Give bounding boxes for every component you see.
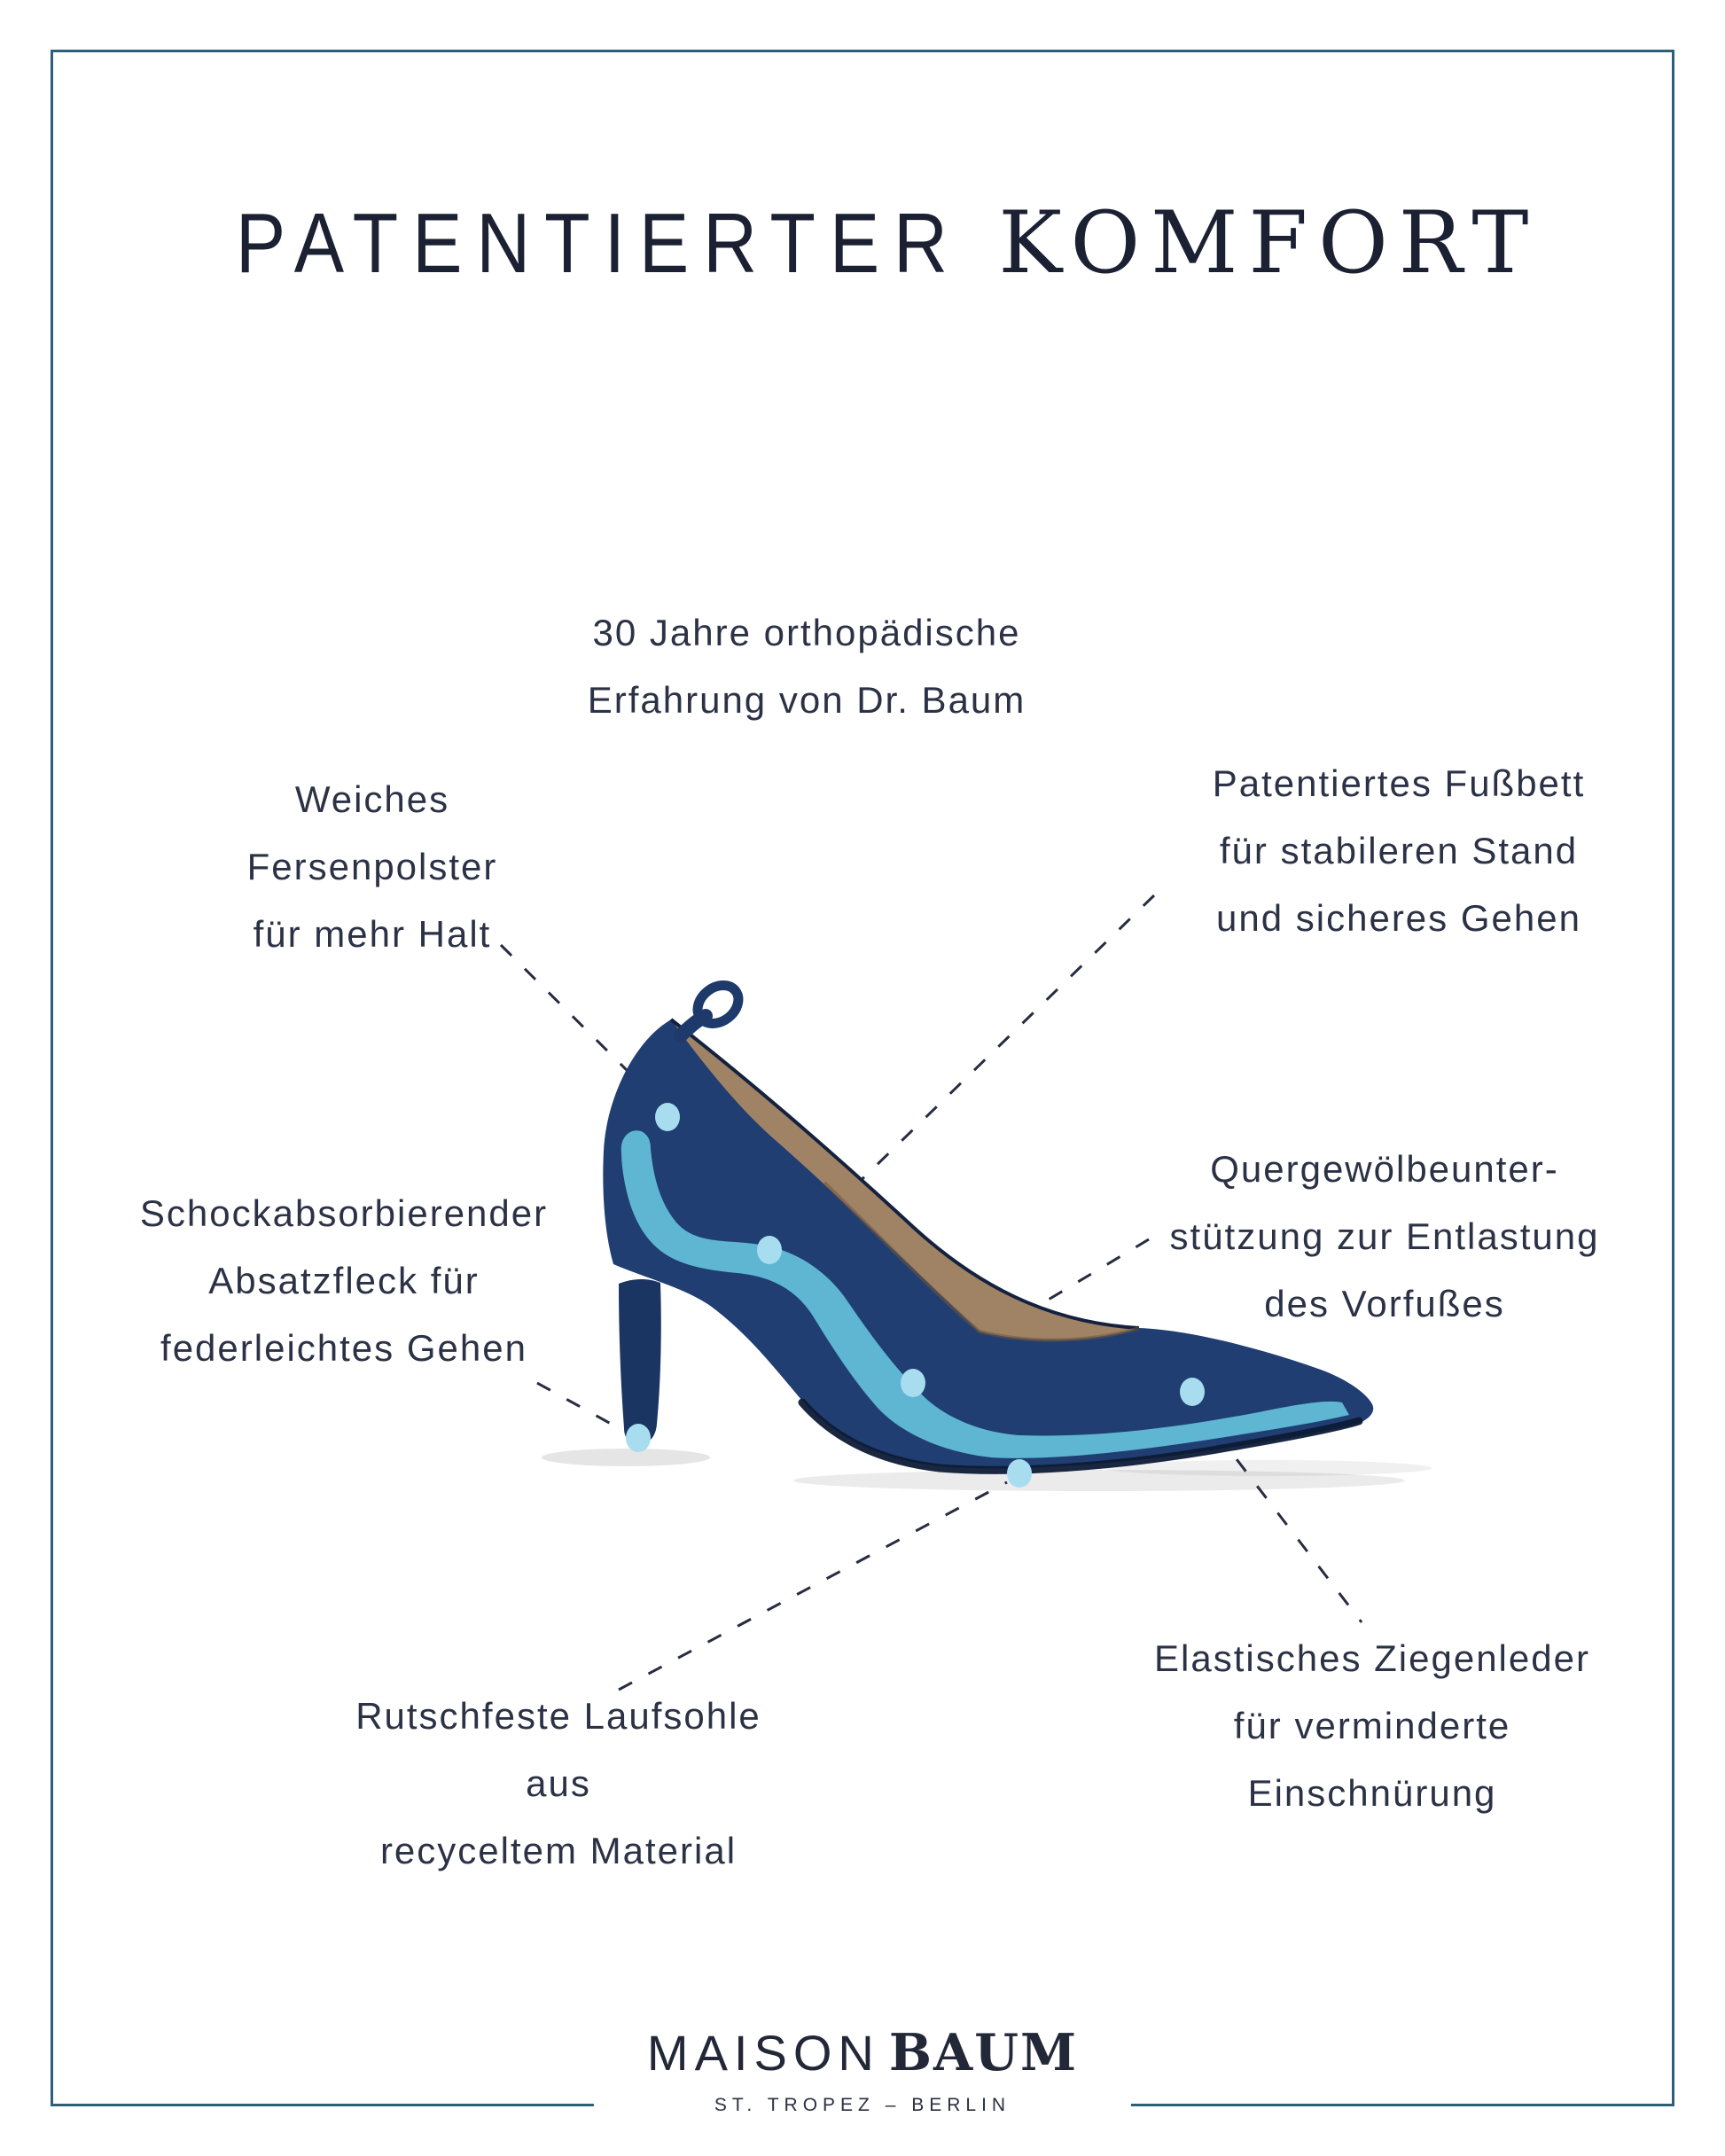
callout-line: für stabileren Stand <box>1219 830 1579 871</box>
callout-line: Patentiertes Fußbett <box>1212 762 1586 804</box>
callout-line: und sicheres Gehen <box>1216 897 1581 939</box>
callout-line: Einschnürung <box>1247 1772 1497 1814</box>
feature-dot-heel-cushion <box>655 1103 680 1131</box>
feature-dot-arch-support <box>901 1369 925 1397</box>
callout-line: aus <box>526 1762 591 1804</box>
feature-dot-goat-leather <box>1180 1378 1205 1406</box>
callout-line: Rutschfeste Laufsohle <box>355 1695 761 1737</box>
leader-line-footbed <box>842 895 1154 1199</box>
page-title-serif: KOMFORT <box>998 193 1540 293</box>
callout-line: Weiches <box>294 778 450 820</box>
brand-name-baum: BAUM <box>888 2023 1079 2082</box>
callout-line: 30 Jahre orthopädische <box>592 612 1021 653</box>
feature-dot-footbed <box>757 1236 782 1264</box>
leader-line-heel-cushion <box>501 945 633 1076</box>
page-title-sans: PATENTIERTER <box>235 196 962 291</box>
brand-name-maison: MAISON <box>646 2025 880 2081</box>
callout-line: Fersenpolster <box>246 846 498 887</box>
leader-line-outsole <box>619 1482 1007 1690</box>
callout-line: federleichtes Gehen <box>160 1327 527 1369</box>
callout-shock-absorber <box>140 1180 548 1382</box>
callout-line: Schockabsorbierender <box>139 1192 549 1234</box>
callout-line: Absatzfleck für <box>208 1260 480 1301</box>
callout-line: Quergewölbeunter- <box>1210 1148 1559 1190</box>
callout-line: stützung zur Entlastung <box>1169 1215 1600 1257</box>
feature-dot-outsole <box>1007 1459 1032 1488</box>
callout-line: Erfahrung von Dr. Baum <box>587 679 1026 721</box>
shoe-heel <box>619 1279 661 1444</box>
callout-arch-support <box>1170 1136 1600 1338</box>
feature-dot-shock-absorber <box>626 1424 651 1452</box>
brand-logo <box>594 2023 1131 2129</box>
callout-goat-leather <box>1154 1625 1590 1827</box>
callout-line: recyceltem Material <box>379 1830 738 1871</box>
callout-line: Elastisches Ziegenleder <box>1154 1637 1590 1679</box>
heel-shadow <box>542 1449 710 1466</box>
callout-line: für verminderte <box>1233 1705 1511 1746</box>
page-title <box>0 193 1725 293</box>
brand-subtitle: ST. TROPEZ – BERLIN <box>714 2095 1011 2115</box>
callout-footbed <box>1213 750 1586 952</box>
brand-wordmark <box>647 2023 1078 2082</box>
callout-line: für mehr Halt <box>253 913 492 955</box>
callout-line: des Vorfußes <box>1264 1283 1505 1324</box>
leader-line-shock-absorber <box>537 1383 621 1429</box>
callout-outsole <box>355 1683 761 1885</box>
callout-heel-cushion <box>247 766 498 968</box>
callout-experience <box>588 599 1026 734</box>
